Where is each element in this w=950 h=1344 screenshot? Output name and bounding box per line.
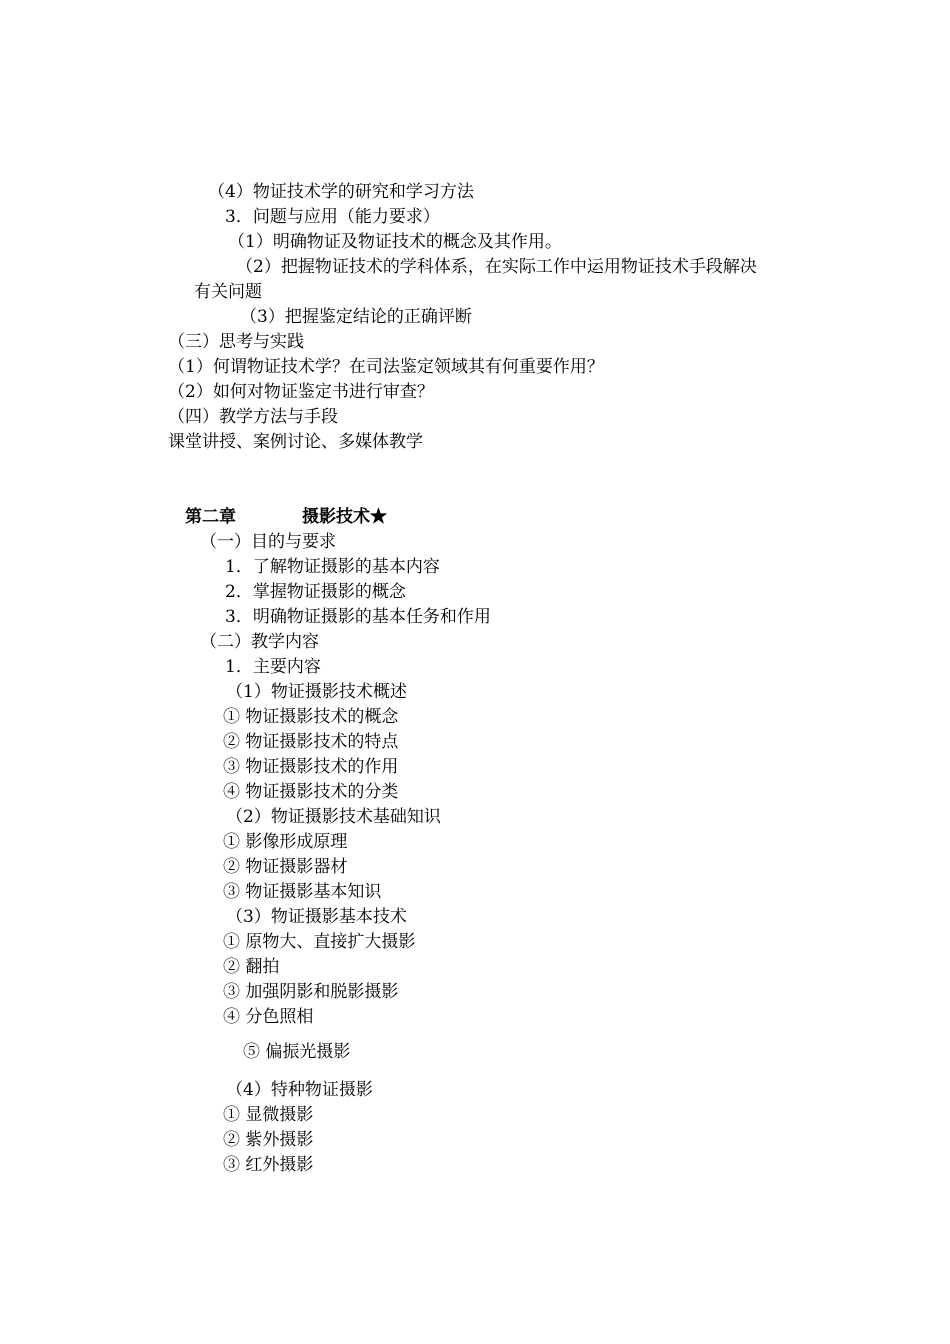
text-line: （4）特种物证摄影 bbox=[226, 1080, 373, 1100]
text-line: （1）明确物证及物证技术的概念及其作用。 bbox=[228, 232, 562, 252]
text-line: （4）物证技术学的研究和学习方法 bbox=[208, 182, 474, 202]
text-line: ① 显微摄影 bbox=[223, 1105, 314, 1125]
text-line: 3．问题与应用（能力要求） bbox=[225, 207, 440, 227]
text-line: ⑤ 偏振光摄影 bbox=[243, 1042, 351, 1062]
text-line: 2．掌握物证摄影的概念 bbox=[225, 582, 406, 602]
text-line: （二）教学内容 bbox=[200, 632, 319, 652]
text-line: ① 影像形成原理 bbox=[223, 832, 348, 852]
chapter-title: 摄影技术★ bbox=[302, 507, 387, 527]
text-line: （四）教学方法与手段 bbox=[168, 407, 338, 427]
text-line: （三）思考与实践 bbox=[168, 332, 304, 352]
text-line: （3）物证摄影基本技术 bbox=[226, 907, 407, 927]
text-line: ④ 分色照相 bbox=[223, 1007, 314, 1027]
text-line: ② 物证摄影技术的特点 bbox=[223, 732, 399, 752]
text-line: 1．主要内容 bbox=[225, 657, 321, 677]
text-line: （一）目的与要求 bbox=[200, 532, 336, 552]
text-line: 3．明确物证摄影的基本任务和作用 bbox=[225, 607, 491, 627]
chapter-label: 第二章 bbox=[185, 507, 236, 527]
text-line: （2）把握物证技术的学科体系，在实际工作中运用物证技术手段解决 bbox=[236, 257, 757, 277]
text-line: ③ 物证摄影技术的作用 bbox=[223, 757, 399, 777]
text-line: （1）何谓物证技术学？在司法鉴定领域其有何重要作用？ bbox=[168, 357, 604, 377]
text-line: ② 紫外摄影 bbox=[223, 1130, 314, 1150]
text-line: ③ 加强阴影和脱影摄影 bbox=[223, 982, 399, 1002]
text-line: ③ 红外摄影 bbox=[223, 1155, 314, 1175]
text-line: ① 物证摄影技术的概念 bbox=[223, 707, 399, 727]
chapter-heading bbox=[185, 505, 387, 529]
text-line: 课堂讲授、案例讨论、多媒体教学 bbox=[168, 432, 423, 452]
text-line: （2）物证摄影技术基础知识 bbox=[226, 807, 441, 827]
text-line: ② 翻拍 bbox=[223, 957, 280, 977]
text-line: 有关问题 bbox=[194, 282, 262, 302]
text-line: （1）物证摄影技术概述 bbox=[226, 682, 407, 702]
text-line: （2）如何对物证鉴定书进行审查？ bbox=[168, 382, 434, 402]
text-line: （3）把握鉴定结论的正确评断 bbox=[240, 307, 472, 327]
text-line: ③ 物证摄影基本知识 bbox=[223, 882, 382, 902]
text-line: ① 原物大、直接扩大摄影 bbox=[223, 932, 416, 952]
text-line: ④ 物证摄影技术的分类 bbox=[223, 782, 399, 802]
text-line: 1．了解物证摄影的基本内容 bbox=[225, 557, 440, 577]
text-line: ② 物证摄影器材 bbox=[223, 857, 348, 877]
